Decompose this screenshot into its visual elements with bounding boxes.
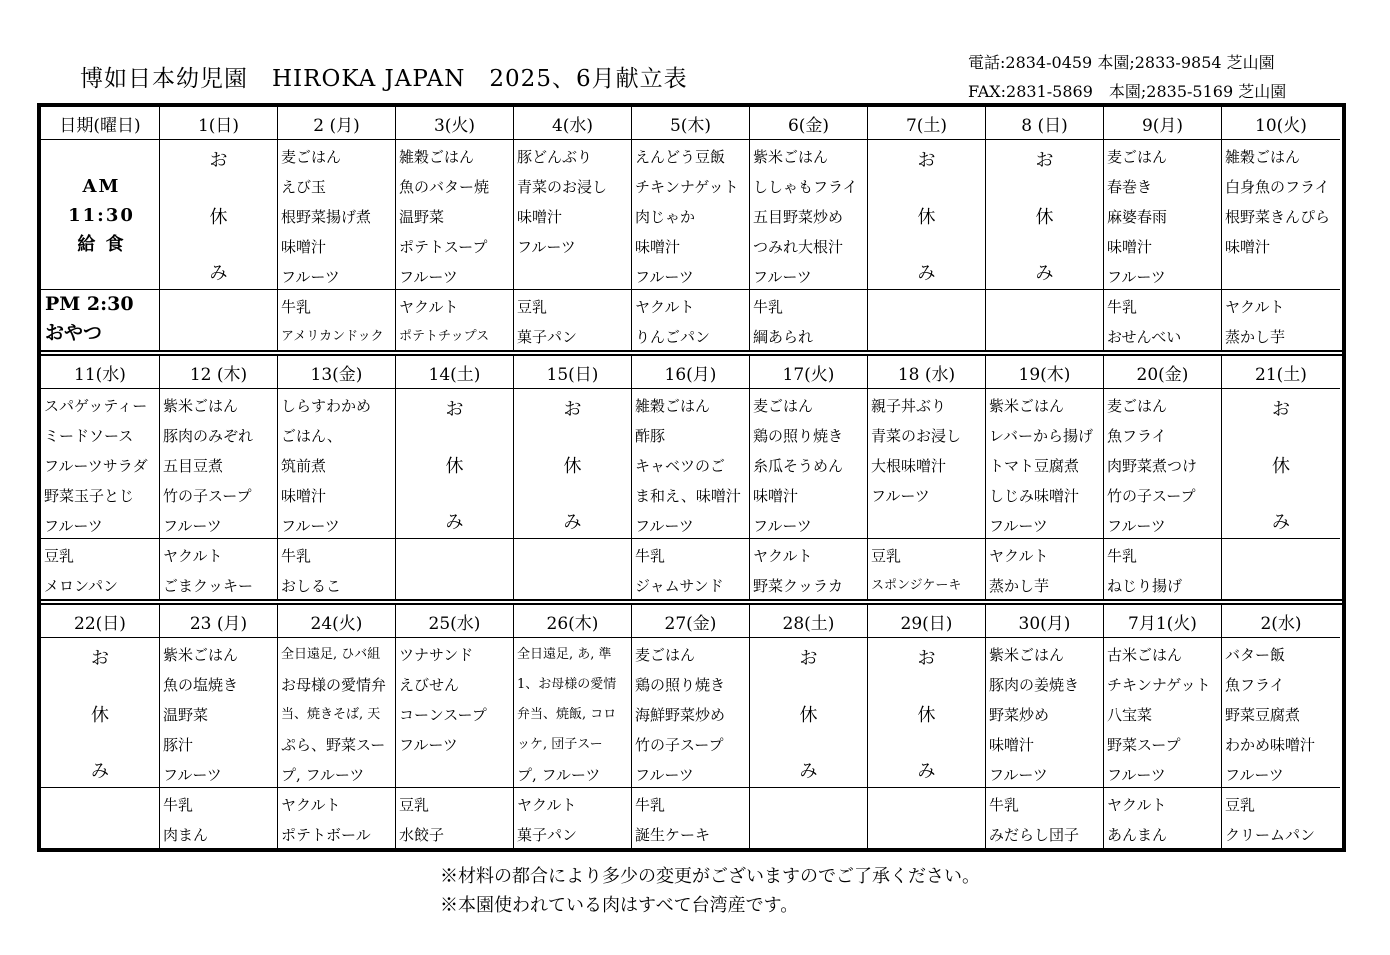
snack-item: 豆乳 [399,796,430,814]
holiday-char: 休 [917,704,936,726]
day-header: 12 (木) [160,356,278,389]
menu-item: 弁当、焼飯, コロ [517,707,617,722]
snack-item: 蒸かし芋 [989,577,1050,595]
lunch-label-line: 給 食 [77,234,126,255]
snack-item: 菓子パン [517,826,578,844]
holiday-char: お [799,648,818,669]
week-block [41,107,1342,350]
snack-item: りんごパン [635,328,711,346]
menu-item: 味噌汁 [281,487,327,505]
menu-item: キャベツのご [635,457,726,475]
menu-item: 全日遠足, ひバ組 [281,647,381,662]
holiday-cell [1222,389,1340,539]
menu-item: ミードソース [44,427,134,445]
snack-item: 牛乳 [753,298,784,316]
menu-item: 全日遠足, あ, 準 [517,647,612,662]
menu-item: 味噌汁 [517,208,563,226]
menu-item: フルーツ [1107,517,1166,535]
menu-item: お母様の愛情弁 [281,676,387,694]
menu-item: 竹の子スープ [635,736,724,754]
menu-item: フルーツ [399,736,458,754]
menu-item: フルーツ [635,517,694,535]
menu-item: ポテトスープ [399,238,488,256]
day-header: 26(木) [514,605,632,638]
holiday-char: お [1272,399,1290,420]
lunch-menu [41,389,160,539]
menu-item: 麦ごはん [1107,397,1168,415]
menu-item: 麦ごはん [753,397,814,415]
lunch-menu [868,389,986,539]
snack-item: ヤクルト [1225,298,1285,316]
holiday-char: 休 [209,206,228,228]
menu-item: えびせん [399,676,460,694]
holiday-char: 休 [1272,455,1290,477]
menu-item: フルーツ [871,487,930,505]
holiday-cell [868,140,986,290]
menu-item: ごはん、 [281,427,342,445]
snack-menu [160,539,278,599]
note-ingredients: ※材料の都合により多少の変更がございますのでご了承ください。 [440,866,980,887]
menu-item: チキンナゲット [1107,676,1211,694]
snack-item: おせんべい [1107,328,1182,346]
menu-item: 鶏の照り焼き [753,427,844,445]
menu-item: 紫米ごはん [163,646,239,664]
lunch-menu [1104,389,1222,539]
holiday-char: 休 [1035,206,1054,228]
menu-item: フルーツ [989,766,1048,784]
day-header: 24(火) [278,605,396,638]
snack-item: ヤクルト [635,298,695,316]
day-header: 30(月) [986,605,1104,638]
snack-item: ヤクルト [281,796,341,814]
fax-numbers: FAX:2831-5869 本園;2835-5169 芝山園 [968,82,1287,101]
menu-item: 筑前煮 [281,457,327,475]
menu-item: 味噌汁 [1225,238,1271,256]
menu-item: 紫米ごはん [163,397,239,415]
menu-item: 野菜玉子とじ [44,487,135,505]
menu-item: 雑穀ごはん [399,148,475,166]
holiday-char: 休 [445,455,464,477]
menu-item: 麦ごはん [281,148,342,166]
menu-item: 白身魚のフライ [1225,178,1330,196]
lunch-menu [160,638,278,788]
menu-item: トマト豆腐煮 [989,457,1080,475]
snack-item: 豆乳 [871,547,902,565]
snack-menu [514,290,632,350]
menu-item: 味噌汁 [1107,238,1153,256]
snack-item: ヤクルト [399,298,459,316]
menu-item: フルーツ [44,517,103,535]
snack-menu [41,788,160,848]
day-header: 5(木) [632,107,750,140]
menu-item: つみれ大根汁 [753,238,844,256]
snack-menu [632,539,750,599]
day-header: 18 (水) [868,356,986,389]
menu-item: 豚どんぶり [517,148,593,166]
snack-item: 牛乳 [635,796,666,814]
holiday-cell [160,140,278,290]
holiday-char: お [917,648,936,669]
menu-item: フルーツ [1107,268,1166,286]
menu-item: 青菜のお浸し [517,178,608,196]
menu-item: 麻婆春雨 [1107,208,1168,226]
week-block [41,599,1342,848]
menu-item: しらすわかめ [281,397,372,415]
snack-item: 誕生ケーキ [635,826,711,844]
day-header: 27(金) [632,605,750,638]
snack-item: ねじり揚げ [1107,577,1183,595]
menu-item: 紫米ごはん [989,397,1065,415]
menu-item: 豚肉のみぞれ [163,427,254,445]
day-header: 14(土) [396,356,514,389]
snack-menu [750,539,868,599]
holiday-cell [514,389,632,539]
snack-menu [514,539,632,599]
snack-item: 野菜クッラカ [753,577,844,595]
snack-item: 牛乳 [1107,298,1138,316]
holiday-char: お [917,150,936,171]
menu-item: 豚汁 [163,736,194,754]
holiday-char: 休 [563,455,582,477]
lunch-menu [278,638,396,788]
menu-item: しじみ味噌汁 [989,487,1080,505]
snack-menu [868,539,986,599]
menu-item: 春巻き [1107,178,1153,196]
snack-item: 牛乳 [281,298,312,316]
day-header: 21(土) [1222,356,1340,389]
snack-menu [986,539,1104,599]
menu-item: 麦ごはん [1107,148,1168,166]
menu-item: 大根味噌汁 [871,457,947,475]
snack-item: 肉まん [163,826,209,844]
snack-item: ポテトボール [281,826,371,844]
holiday-cell [396,389,514,539]
day-header: 6(金) [750,107,868,140]
lunch-menu [514,638,632,788]
day-header: 16(月) [632,356,750,389]
snack-menu [514,788,632,848]
day-header: 9(月) [1104,107,1222,140]
menu-item: ッケ, 団子スー [517,737,603,752]
day-header: 1(日) [160,107,278,140]
menu-item: フルーツ [163,766,222,784]
menu-item: フルーツ [1107,766,1166,784]
day-header: 15(日) [514,356,632,389]
week-block [41,350,1342,599]
holiday-char: 休 [91,704,109,726]
holiday-char: み [917,263,936,284]
snack-item: 豆乳 [1225,796,1256,814]
snack-menu [160,290,278,350]
snack-menu [1104,788,1222,848]
snack-item: ヤクルト [753,547,813,565]
snack-item: ジャムサンド [635,577,724,595]
snack-item: スポンジケーキ [871,578,962,593]
snack-menu [750,290,868,350]
snack-menu [396,539,514,599]
menu-table [37,103,1346,852]
lunch-menu [396,638,514,788]
menu-item: 麦ごはん [635,646,696,664]
page-title: 博如日本幼児園 HIROKA JAPAN 2025、6月献立表 [80,66,688,92]
lunch-menu [1104,638,1222,788]
menu-item: フルーツ [517,238,576,256]
snack-label-line: おやつ [45,322,103,344]
snack-item: メロンパン [44,577,118,595]
day-header: 29(日) [868,605,986,638]
menu-item: 雑穀ごはん [635,397,711,415]
day-header: 4(水) [514,107,632,140]
snack-item: 牛乳 [1107,547,1138,565]
snack-item: 水餃子 [399,826,445,844]
phone-numbers: 電話:2834-0459 本園;2833-9854 芝山園 [968,53,1275,72]
snack-item: ヤクルト [517,796,577,814]
holiday-char: み [1035,263,1054,284]
menu-item: 温野菜 [399,208,445,226]
snack-item: 菓子パン [517,328,578,346]
day-header: 19(木) [986,356,1104,389]
snack-menu [1222,539,1340,599]
menu-item: 青菜のお浸し [871,427,962,445]
date-header-label: 日期(曜日) [41,107,160,140]
holiday-char: み [917,761,936,782]
day-header: 17(火) [750,356,868,389]
holiday-char: お [209,150,228,171]
day-header: 2(水) [1222,605,1340,638]
menu-item: 根野菜揚げ煮 [281,208,372,226]
menu-item: 根野菜きんぴら [1225,208,1331,226]
contact-info [968,48,1286,106]
snack-item: ヤクルト [163,547,223,565]
snack-item: 牛乳 [635,547,666,565]
menu-item: 八宝菜 [1107,706,1153,724]
holiday-cell [868,638,986,788]
snack-menu [632,290,750,350]
snack-label [41,290,160,350]
snack-menu [396,290,514,350]
day-header: 8 (日) [986,107,1104,140]
menu-item: フルーツ [399,268,458,286]
menu-item: 野菜スープ [1107,736,1181,754]
snack-item: みだらし団子 [989,826,1080,844]
lunch-menu [396,140,514,290]
day-header: 20(金) [1104,356,1222,389]
menu-item: ししゃもフライ [753,178,858,196]
menu-item: 五目豆煮 [163,457,224,475]
menu-item: 鶏の照り焼き [635,676,726,694]
menu-item: 味噌汁 [635,238,681,256]
snack-item: クリームパン [1225,826,1316,844]
snack-item: 豆乳 [517,298,548,316]
snack-menu [278,290,396,350]
menu-item: わかめ味噌汁 [1225,736,1316,754]
notes [440,862,980,920]
note-meat-origin: ※本園使われている肉はすべて台湾産です。 [440,895,799,916]
day-header: 2 (月) [278,107,396,140]
holiday-char: み [209,263,228,284]
snack-item: 豆乳 [44,547,75,565]
menu-item: えんどう豆飯 [635,148,726,166]
holiday-cell [41,638,160,788]
menu-item: 五目野菜炒め [753,208,844,226]
menu-item: ま和え、味噌汁 [635,487,741,505]
snack-menu [868,290,986,350]
lunch-label [41,140,160,290]
day-header: 7(土) [868,107,986,140]
holiday-char: み [563,512,582,533]
snack-menu [41,539,160,599]
menu-item: ツナサンド [399,646,474,664]
snack-menu [1222,290,1340,350]
menu-item: 魚の塩焼き [163,676,239,694]
menu-item: 糸瓜そうめん [753,457,844,475]
lunch-menu [986,389,1104,539]
day-header: 13(金) [278,356,396,389]
menu-item: ぷら、野菜スー [281,736,386,754]
lunch-menu [1222,638,1340,788]
holiday-char: み [1272,512,1290,533]
snack-label-line: PM 2:30 [45,293,134,315]
lunch-menu [278,140,396,290]
snack-item: あんまん [1107,826,1168,844]
menu-item: 野菜炒め [989,706,1050,724]
snack-item: おしるこ [281,577,342,595]
snack-menu [1104,290,1222,350]
holiday-char: 休 [917,206,936,228]
day-header: 10(火) [1222,107,1340,140]
lunch-label-line: AM [82,176,121,197]
menu-item: フルーツサラダ [44,457,148,475]
lunch-menu [1222,140,1340,290]
snack-menu [396,788,514,848]
lunch-menu [750,140,868,290]
menu-item: フルーツ [163,517,222,535]
lunch-menu [278,389,396,539]
snack-menu [750,788,868,848]
menu-item: フルーツ [989,517,1048,535]
menu-item: 海鮮野菜炒め [635,706,726,724]
menu-item: 味噌汁 [753,487,799,505]
holiday-cell [750,638,868,788]
menu-item: 竹の子スープ [1107,487,1196,505]
snack-item: ヤクルト [1107,796,1167,814]
day-header: 22(日) [41,605,160,638]
menu-item: フルーツ [281,268,340,286]
menu-item: 肉野菜煮つけ [1107,457,1198,475]
menu-item: フルーツ [281,517,340,535]
menu-item: レバーから揚げ [989,427,1093,445]
menu-item: 酢豚 [635,427,666,445]
menu-item: 雑穀ごはん [1225,148,1301,166]
holiday-char: お [91,648,109,669]
snack-menu [1222,788,1340,848]
menu-item: 紫米ごはん [753,148,829,166]
lunch-menu [632,140,750,290]
lunch-menu [514,140,632,290]
menu-item: 竹の子スープ [163,487,252,505]
snack-item: 牛乳 [163,796,194,814]
menu-item: 豚肉の姜焼き [989,676,1080,694]
day-header: 28(土) [750,605,868,638]
menu-item: 肉じゃか [635,208,696,226]
menu-item: 魚フライ [1107,427,1167,445]
menu-item: フルーツ [635,766,694,784]
lunch-menu [632,638,750,788]
day-header: 25(水) [396,605,514,638]
lunch-menu [750,389,868,539]
holiday-char: 休 [799,704,818,726]
lunch-menu [986,638,1104,788]
day-header: 23 (月) [160,605,278,638]
menu-item: コーンスープ [399,706,487,724]
snack-item: ヤクルト [989,547,1049,565]
holiday-cell [986,140,1104,290]
holiday-char: み [799,761,818,782]
menu-item: えび玉 [281,178,327,196]
menu-item: 味噌汁 [989,736,1035,754]
menu-item: 紫米ごはん [989,646,1065,664]
menu-item: 味噌汁 [281,238,327,256]
snack-menu [986,290,1104,350]
menu-item: フルーツ [1225,766,1284,784]
menu-item: プ, フルーツ [517,766,601,784]
lunch-menu [160,389,278,539]
menu-item: バター飯 [1225,646,1286,664]
menu-item: フルーツ [635,268,694,286]
snack-item: 綱あられ [753,328,814,346]
menu-item: フルーツ [753,268,812,286]
menu-item: 古米ごはん [1107,646,1183,664]
holiday-char: お [563,399,582,420]
day-header: 7月1(火) [1104,605,1222,638]
menu-item: 野菜豆腐煮 [1225,706,1301,724]
lunch-label-line: 11:30 [68,205,135,226]
snack-item: 牛乳 [989,796,1020,814]
snack-menu [868,788,986,848]
holiday-char: お [1035,150,1054,171]
snack-menu [278,539,396,599]
menu-item: 1、お母様の愛情 [517,677,617,692]
menu-item: フルーツ [753,517,812,535]
snack-item: ごまクッキー [163,577,254,595]
snack-menu [1104,539,1222,599]
snack-item: ポテトチップス [399,329,490,344]
menu-item: スパゲッティー [44,397,148,415]
menu-item: 温野菜 [163,706,209,724]
menu-item: 当、焼きそば, 天 [281,707,381,722]
holiday-char: お [445,399,464,420]
menu-item: 魚フライ [1225,676,1285,694]
day-header: 3(火) [396,107,514,140]
snack-menu [632,788,750,848]
snack-item: アメリカンドック [281,329,384,344]
holiday-char: み [91,761,109,782]
menu-item: 親子丼ぶり [871,397,947,415]
holiday-char: み [445,512,464,533]
snack-menu [160,788,278,848]
snack-item: 牛乳 [281,547,312,565]
lunch-menu [632,389,750,539]
lunch-menu [1104,140,1222,290]
snack-menu [278,788,396,848]
day-header: 11(水) [41,356,160,389]
menu-item: チキンナゲット [635,178,739,196]
menu-item: 魚のバター焼 [399,178,490,196]
snack-menu [986,788,1104,848]
menu-item: プ, フルーツ [281,766,365,784]
snack-item: 蒸かし芋 [1225,328,1286,346]
